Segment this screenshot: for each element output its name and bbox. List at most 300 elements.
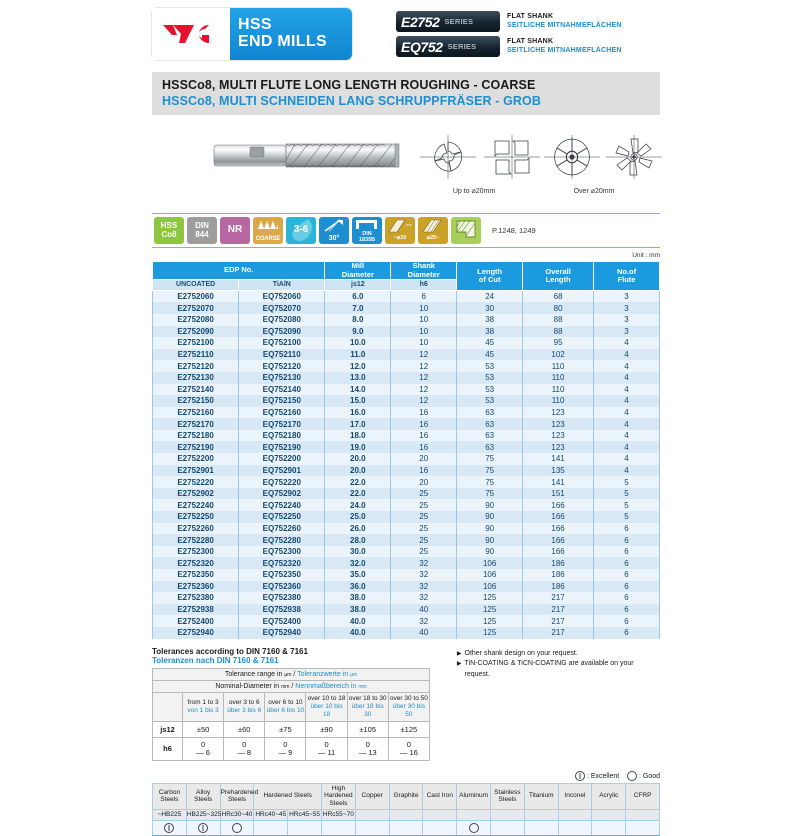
cell-overall-length: 110 — [523, 360, 594, 372]
shank-type-de: SEITLICHE MITNAHMEFLÄCHEN — [507, 21, 622, 29]
cell-mill-diameter: 14.0 — [325, 384, 391, 396]
cell-mill-diameter: 38.0 — [325, 604, 391, 616]
nominal-diameter-header-row — [153, 680, 430, 692]
cell-tialn-edp: EQ752350 — [239, 569, 325, 581]
material-rating-cell — [321, 820, 355, 835]
cell-shank-diameter: 12 — [391, 360, 457, 372]
cross-section-drawings-icon — [414, 127, 664, 189]
cell-length-of-cut: 125 — [457, 627, 523, 639]
material-hardness-row — [153, 810, 660, 821]
cell-no-of-flute: 4 — [594, 395, 660, 407]
table-row — [153, 488, 660, 500]
table-row — [153, 581, 660, 593]
cell-overall-length: 151 — [523, 488, 594, 500]
material-hardness-cell — [355, 810, 389, 821]
range-en: over 18 to 30 — [348, 694, 387, 702]
material-hardness-cell: HRc55~70 — [321, 810, 355, 821]
material-hardness-cell — [558, 810, 592, 821]
cell-tialn-edp: EQ752320 — [239, 557, 325, 569]
cell-overall-length: 141 — [523, 476, 594, 488]
cell-tialn-edp: EQ752070 — [239, 302, 325, 314]
cell-no-of-flute: 5 — [594, 476, 660, 488]
material-name-copper — [355, 783, 389, 809]
table-row — [153, 441, 660, 453]
mat-l1: Carbon — [158, 788, 181, 796]
cell-tialn-edp: EQ752940 — [239, 627, 325, 639]
cell-length-of-cut: 63 — [457, 441, 523, 453]
material-rating-cell — [186, 820, 220, 835]
diameter-range-badge-large — [418, 217, 448, 244]
col-header-length-of-cut — [457, 262, 523, 291]
cell-mill-diameter: 20.0 — [325, 453, 391, 465]
cell-length-of-cut: 75 — [457, 465, 523, 477]
cell-mill-diameter: 13.0 — [325, 372, 391, 384]
cell-length-of-cut: 125 — [457, 604, 523, 616]
cell-uncoated-edp: E2752320 — [153, 557, 239, 569]
cell-overall-length: 123 — [523, 430, 594, 442]
h6-upper: 0 — [406, 739, 411, 749]
col-subheader-tialn: TiAlN — [239, 280, 325, 291]
cell-mill-diameter: 40.0 — [325, 615, 391, 627]
material-badge-line2: Co8 — [161, 229, 177, 239]
yg-logo-icon — [152, 8, 230, 60]
catalog-sheet — [152, 8, 660, 836]
tolerance-js12-value: ±50 — [183, 721, 224, 737]
tolerance-range-de-unit: µm — [350, 671, 358, 678]
table-row — [153, 326, 660, 338]
cell-overall-length: 217 — [523, 615, 594, 627]
cell-uncoated-edp: E2752090 — [153, 326, 239, 338]
cell-shank-diameter: 16 — [391, 418, 457, 430]
material-name-carbon-steels — [153, 783, 187, 809]
cell-length-of-cut: 63 — [457, 418, 523, 430]
range-en: over 6 to 10 — [268, 698, 303, 706]
coarse-tooth-icon — [258, 219, 278, 229]
series-row-e2752 — [396, 11, 622, 32]
mat-l1: Prehardened — [220, 788, 259, 796]
cell-tialn-edp: EQ752110 — [239, 349, 325, 361]
h6-lower: — 13 — [358, 747, 377, 757]
material-hardness-cell — [389, 810, 423, 821]
cell-tialn-edp: EQ752300 — [239, 546, 325, 558]
cell-length-of-cut: 53 — [457, 384, 523, 396]
cell-shank-diameter: 40 — [391, 604, 457, 616]
cell-overall-length: 88 — [523, 326, 594, 338]
cell-mill-diameter: 30.0 — [325, 546, 391, 558]
mat-l2: Steels — [329, 800, 348, 808]
tolerance-h6-row — [153, 737, 430, 760]
shank-type-en: FLAT SHANK — [507, 13, 554, 21]
table-row — [153, 418, 660, 430]
material-name-cfrp — [626, 783, 660, 809]
cell-mill-diameter: 15.0 — [325, 395, 391, 407]
cell-uncoated-edp: E2752300 — [153, 546, 239, 558]
h6-lower: — 9 — [278, 747, 293, 757]
cell-overall-length: 123 — [523, 441, 594, 453]
mat-l1: Stainless — [494, 788, 521, 796]
no-of-flute-l1: No.of — [616, 266, 637, 276]
material-rating-cell — [288, 820, 322, 835]
material-name-high-hardened-steels — [321, 783, 355, 809]
material-name-inconel — [558, 783, 592, 809]
cell-uncoated-edp: E2752901 — [153, 465, 239, 477]
material-name-row — [153, 783, 660, 809]
cell-mill-diameter: 32.0 — [325, 557, 391, 569]
tolerance-js12-value: ±125 — [388, 721, 429, 737]
table-header-row-1 — [153, 262, 660, 280]
cell-mill-diameter: 16.0 — [325, 407, 391, 419]
cell-overall-length: 217 — [523, 627, 594, 639]
cell-mill-diameter: 25.0 — [325, 511, 391, 523]
cell-overall-length: 123 — [523, 418, 594, 430]
cell-no-of-flute: 4 — [594, 441, 660, 453]
table-row — [153, 592, 660, 604]
product-title-en: HSSCo8, MULTI FLUTE LONG LENGTH ROUGHING - COARSE — [162, 78, 536, 92]
cell-shank-diameter: 10 — [391, 314, 457, 326]
tolerance-column-ranges-row — [153, 692, 430, 721]
cell-no-of-flute: 6 — [594, 604, 660, 616]
cell-tialn-edp: EQ752200 — [239, 453, 325, 465]
cell-shank-diameter: 10 — [391, 326, 457, 338]
cell-uncoated-edp: E2752180 — [153, 430, 239, 442]
cell-shank-diameter: 25 — [391, 499, 457, 511]
cell-uncoated-edp: E2752150 — [153, 395, 239, 407]
cell-shank-diameter: 25 — [391, 488, 457, 500]
cell-uncoated-edp: E2752938 — [153, 604, 239, 616]
material-rating-cell — [423, 820, 457, 835]
cell-shank-diameter: 12 — [391, 349, 457, 361]
cell-no-of-flute: 3 — [594, 302, 660, 314]
tolerance-corner-cell — [153, 692, 183, 721]
col-subheader-uncoated: UNCOATED — [153, 280, 239, 291]
cell-mill-diameter: 22.0 — [325, 488, 391, 500]
series-desc-e2752 — [507, 13, 622, 29]
series-code: EQ752 — [401, 38, 443, 55]
cell-shank-diameter: 25 — [391, 534, 457, 546]
cell-tialn-edp: EQ752080 — [239, 314, 325, 326]
material-hardness-cell — [490, 810, 524, 821]
cell-overall-length: 110 — [523, 372, 594, 384]
mat-l1: Inconel — [564, 792, 586, 800]
brand-line-2: END MILLS — [238, 33, 327, 50]
table-row — [153, 360, 660, 372]
cell-tialn-edp: EQ752360 — [239, 581, 325, 593]
cell-no-of-flute: 6 — [594, 534, 660, 546]
cell-overall-length: 110 — [523, 395, 594, 407]
cell-length-of-cut: 24 — [457, 291, 523, 303]
mat-l1: Copper — [361, 792, 383, 800]
material-hardness-cell — [592, 810, 626, 821]
cell-tialn-edp: EQ752380 — [239, 592, 325, 604]
cell-uncoated-edp: E2752110 — [153, 349, 239, 361]
material-hardness-cell — [626, 810, 660, 821]
cell-no-of-flute: 6 — [594, 569, 660, 581]
cell-length-of-cut: 90 — [457, 534, 523, 546]
material-badge-line1: HSS — [160, 221, 178, 231]
cell-length-of-cut: 45 — [457, 349, 523, 361]
cell-mill-diameter: 18.0 — [325, 430, 391, 442]
table-row — [153, 372, 660, 384]
helix-angle-label: 30° — [328, 234, 340, 242]
col-header-mill-diameter — [325, 262, 391, 280]
table-row — [153, 627, 660, 639]
bullet-arrow-icon: ▶ — [456, 650, 462, 657]
cell-tialn-edp: EQ752260 — [239, 523, 325, 535]
cell-overall-length: 186 — [523, 569, 594, 581]
cell-uncoated-edp: E2752250 — [153, 511, 239, 523]
range-de: über 30 bis 50 — [392, 702, 425, 718]
flute-count-badge — [286, 217, 316, 244]
table-row — [153, 337, 660, 349]
cell-tialn-edp: EQ752060 — [239, 291, 325, 303]
material-rating-cell — [355, 820, 389, 835]
cell-uncoated-edp: E2752130 — [153, 372, 239, 384]
range-en: from 1 to 3 — [187, 698, 219, 706]
table-row — [153, 291, 660, 303]
cell-mill-diameter: 17.0 — [325, 418, 391, 430]
cell-uncoated-edp: E2752400 — [153, 615, 239, 627]
notes-section — [457, 647, 660, 761]
end-mill-drawing-icon — [212, 133, 412, 179]
good-symbol-icon — [627, 771, 637, 781]
shank-type-en: FLAT SHANK — [507, 38, 554, 46]
excellent-symbol-icon — [198, 823, 208, 833]
cell-length-of-cut: 125 — [457, 615, 523, 627]
cell-tialn-edp: EQ752170 — [239, 418, 325, 430]
good-symbol-icon — [469, 823, 479, 833]
material-name-graphite — [389, 783, 423, 809]
h6-lower: — 11 — [317, 747, 336, 757]
col-header-no-of-flute — [594, 262, 660, 291]
tolerance-range-cell — [306, 692, 347, 721]
cell-overall-length: 110 — [523, 384, 594, 396]
tolerance-js12-row — [153, 721, 430, 737]
nominal-de: Nennmaßbereich in — [295, 682, 357, 690]
cell-mill-diameter: 38.0 — [325, 592, 391, 604]
tolerance-range-header-row — [153, 668, 430, 680]
cell-uncoated-edp: E2752160 — [153, 407, 239, 419]
rating-legend — [152, 771, 660, 781]
end-type-badge — [451, 217, 481, 244]
table-row — [153, 314, 660, 326]
material-name-cast-iron — [423, 783, 457, 809]
material-rating-cell — [490, 820, 524, 835]
cell-no-of-flute: 6 — [594, 581, 660, 593]
shank-standard-badge — [352, 217, 382, 244]
cell-mill-diameter: 28.0 — [325, 534, 391, 546]
cell-mill-diameter: 9.0 — [325, 326, 391, 338]
cell-shank-diameter: 32 — [391, 569, 457, 581]
cell-overall-length: 141 — [523, 453, 594, 465]
cell-mill-diameter: 35.0 — [325, 569, 391, 581]
material-rating-cell — [626, 820, 660, 835]
cell-length-of-cut: 106 — [457, 557, 523, 569]
material-hardness-cell — [423, 810, 457, 821]
cell-uncoated-edp: E2752170 — [153, 418, 239, 430]
cell-no-of-flute: 6 — [594, 546, 660, 558]
product-title-de: HSSCo8, MULTI SCHNEIDEN LANG SCHRUPPFRÄSER - GROB — [162, 94, 541, 108]
table-header — [153, 262, 660, 291]
tolerance-js12-value: ±75 — [265, 721, 306, 737]
cell-shank-diameter: 6 — [391, 291, 457, 303]
mat-l1: Alloy — [196, 788, 211, 796]
cell-shank-diameter: 16 — [391, 465, 457, 477]
series-chip-eq752 — [396, 36, 500, 57]
cell-no-of-flute: 6 — [594, 557, 660, 569]
tolerance-section — [152, 647, 431, 761]
cell-uncoated-edp: E2752080 — [153, 314, 239, 326]
product-illustration — [152, 121, 660, 211]
mat-l1: Aluminum — [459, 792, 489, 800]
col-header-overall-length — [523, 262, 594, 291]
cell-tialn-edp: EQ752090 — [239, 326, 325, 338]
table-row — [153, 395, 660, 407]
mat-l1: Titanium — [528, 792, 554, 800]
cell-no-of-flute: 6 — [594, 523, 660, 535]
col-header-edp: EDP No. — [153, 262, 325, 280]
tolerance-js12-value: ±90 — [306, 721, 347, 737]
series-desc-eq752 — [507, 38, 622, 54]
material-rating-cell — [457, 820, 491, 835]
cell-overall-length: 135 — [523, 465, 594, 477]
tooth-badge — [253, 217, 283, 244]
end-type-icon — [454, 220, 478, 240]
mat-l2: Steels — [160, 796, 179, 804]
cell-tialn-edp: EQ752150 — [239, 395, 325, 407]
table-row — [153, 430, 660, 442]
mat-l1: Cast Iron — [426, 792, 453, 800]
unit-label: Unit : mm — [632, 252, 660, 259]
cell-tialn-edp: EQ752140 — [239, 384, 325, 396]
series-word: SERIES — [444, 17, 474, 26]
cell-no-of-flute: 6 — [594, 627, 660, 639]
nominal-diameter-header: Nominal-Diameter in mm / Nennmaßbereich in mm — [153, 680, 430, 692]
material-name-prehardened-steels — [220, 783, 259, 809]
material-rating-row — [153, 820, 660, 835]
table-row — [153, 302, 660, 314]
table-row — [153, 569, 660, 581]
cell-mill-diameter: 26.0 — [325, 523, 391, 535]
material-name-acrylic — [592, 783, 626, 809]
lower-section — [152, 647, 660, 761]
small-diameter-icon — [387, 219, 413, 233]
caption-over-20mm: Over ⌀20mm — [573, 188, 615, 195]
cell-uncoated-edp: E2752360 — [153, 581, 239, 593]
caption-up-to-20mm: Up to ⌀20mm — [452, 188, 496, 195]
tolerance-range-en: Tolerance range in — [224, 670, 283, 678]
cell-shank-diameter: 25 — [391, 511, 457, 523]
cell-no-of-flute: 3 — [594, 314, 660, 326]
overall-length-l1: Overall — [545, 266, 571, 276]
large-diameter-icon — [420, 219, 446, 233]
mat-l2: Steels — [498, 796, 517, 804]
cell-length-of-cut: 90 — [457, 511, 523, 523]
cell-uncoated-edp: E2752260 — [153, 523, 239, 535]
cell-shank-diameter: 32 — [391, 592, 457, 604]
tolerance-range-header: Tolerance range in µm / Toleranzwerte in µm — [153, 668, 430, 680]
cell-mill-diameter: 6.0 — [325, 291, 391, 303]
table-row — [153, 349, 660, 361]
col-header-shank-diameter — [391, 262, 457, 280]
cell-overall-length: 102 — [523, 349, 594, 361]
excellent-symbol-icon — [575, 771, 585, 781]
series-word: SERIES — [447, 42, 477, 51]
standard-badge-line2: 844 — [195, 229, 209, 239]
no-of-flute-l2: Flute — [617, 275, 636, 285]
material-suitability-table — [152, 783, 660, 836]
cell-shank-diameter: 16 — [391, 441, 457, 453]
table-row — [153, 499, 660, 511]
cell-no-of-flute: 4 — [594, 430, 660, 442]
cell-shank-diameter: 32 — [391, 581, 457, 593]
series-chip-e2752 — [396, 11, 500, 32]
cell-uncoated-edp: E2752200 — [153, 453, 239, 465]
cell-tialn-edp: EQ752902 — [239, 488, 325, 500]
table-row — [153, 453, 660, 465]
cell-mill-diameter: 36.0 — [325, 581, 391, 593]
cell-overall-length: 186 — [523, 557, 594, 569]
cell-shank-diameter: 20 — [391, 453, 457, 465]
shank-type-de: SEITLICHE MITNAHMEFLÄCHEN — [507, 46, 622, 54]
shank-profile-icon — [356, 219, 378, 230]
tolerance-h6-value — [306, 737, 347, 760]
standard-badge — [187, 217, 217, 244]
cell-tialn-edp: EQ752220 — [239, 476, 325, 488]
cell-mill-diameter: 11.0 — [325, 349, 391, 361]
cell-mill-diameter: 7.0 — [325, 302, 391, 314]
cell-uncoated-edp: E2752120 — [153, 360, 239, 372]
tolerance-row-label-js12: js12 — [153, 721, 183, 737]
cell-length-of-cut: 30 — [457, 302, 523, 314]
table-row — [153, 407, 660, 419]
cell-overall-length: 166 — [523, 523, 594, 535]
cell-length-of-cut: 38 — [457, 326, 523, 338]
tolerance-h6-value — [265, 737, 306, 760]
cell-length-of-cut: 106 — [457, 581, 523, 593]
shank-standard-line2: 1835B — [358, 236, 376, 243]
cell-mill-diameter: 8.0 — [325, 314, 391, 326]
cell-uncoated-edp: E2752140 — [153, 384, 239, 396]
cell-length-of-cut: 75 — [457, 476, 523, 488]
cell-length-of-cut: 90 — [457, 523, 523, 535]
shank-diameter-l2: Diameter — [407, 269, 440, 279]
mat-l1: CFRP — [633, 792, 652, 800]
h6-upper: 0 — [200, 739, 206, 749]
tolerance-range-cell — [388, 692, 429, 721]
tolerance-js12-value: ±105 — [347, 721, 388, 737]
series-row-eq752 — [396, 36, 622, 57]
cell-length-of-cut: 75 — [457, 488, 523, 500]
mat-l1: High Hardened — [324, 784, 353, 800]
illustration-captions — [414, 187, 654, 195]
range-en: over 3 to 6 — [228, 698, 260, 706]
cell-length-of-cut: 125 — [457, 592, 523, 604]
excellent-symbol-icon — [164, 823, 174, 833]
cell-uncoated-edp: E2752280 — [153, 534, 239, 546]
material-badge — [154, 217, 184, 244]
range-de: über 3 bis 6 — [227, 706, 262, 714]
cell-mill-diameter: 22.0 — [325, 476, 391, 488]
table-row — [153, 465, 660, 477]
cell-mill-diameter: 10.0 — [325, 337, 391, 349]
cell-tialn-edp: EQ752160 — [239, 407, 325, 419]
cell-no-of-flute: 4 — [594, 453, 660, 465]
table-row — [153, 546, 660, 558]
cell-no-of-flute: 4 — [594, 349, 660, 361]
cell-overall-length: 95 — [523, 337, 594, 349]
tolerance-range-en-unit: µm — [284, 671, 292, 678]
tolerance-range-cell — [224, 692, 265, 721]
